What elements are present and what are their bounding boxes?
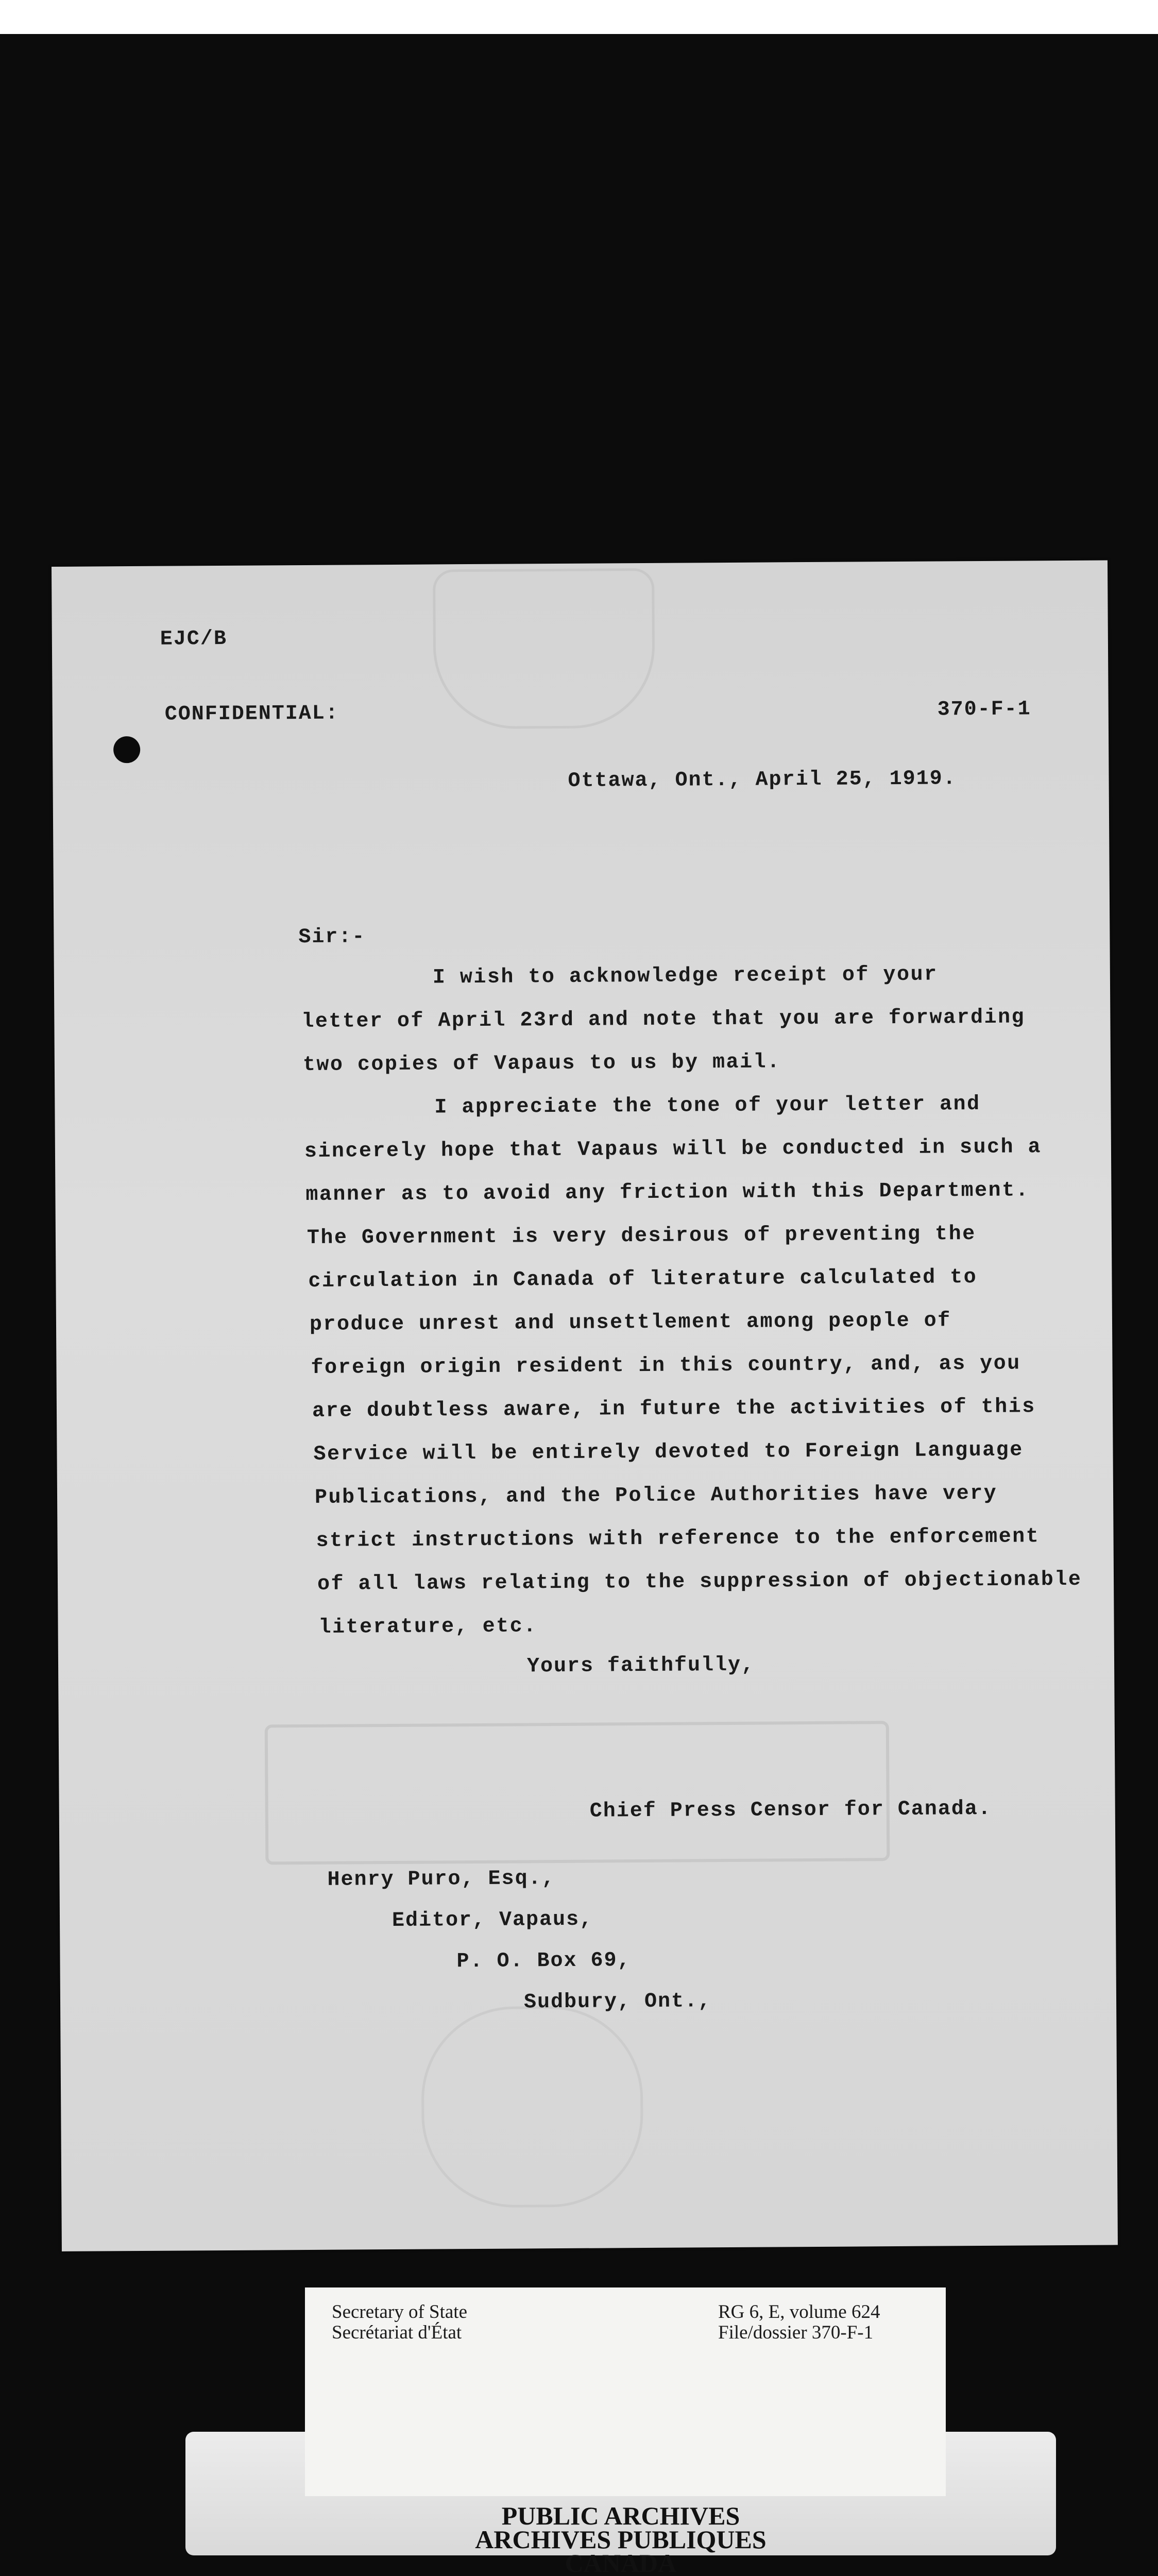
- watermark-stamp: [265, 1721, 890, 1865]
- body-line: I wish to acknowledge receipt of your: [432, 963, 938, 990]
- archive-banner-line: PUBLIC ARCHIVES: [501, 2501, 740, 2530]
- body-line: The Government is very desirous of preventing the: [306, 1223, 976, 1250]
- address-line: Henry Puro, Esq.,: [327, 1867, 555, 1892]
- body-line: two copies of Vapaus to us by mail.: [302, 1050, 781, 1077]
- body-line: literature, etc.: [318, 1615, 537, 1639]
- watermark-crest: [433, 568, 655, 730]
- archive-banner-line: ARCHIVES PUBLIQUES: [475, 2525, 767, 2554]
- salutation: Sir:-: [298, 925, 366, 950]
- archive-label-card: [305, 2287, 946, 2496]
- closing: Yours faithfully,: [526, 1653, 755, 1679]
- file-number: 370-F-1: [937, 698, 1031, 722]
- record-group: RG 6, E, volume 624: [718, 2301, 880, 2323]
- department-fr: Secrétariat d'État: [332, 2322, 462, 2343]
- archive-banner-line: CANADA: [565, 2549, 677, 2576]
- body-line: manner as to avoid any friction with this Department.: [305, 1179, 1030, 1207]
- signatory-title: Chief Press Censor for Canada.: [589, 1797, 992, 1823]
- classification: CONFIDENTIAL:: [164, 702, 339, 726]
- body-line: I appreciate the tone of your letter and: [434, 1093, 981, 1120]
- body-line: produce unrest and unsettlement among people of: [309, 1309, 951, 1336]
- body-line: are doubtless aware, in future the activities of this: [312, 1395, 1036, 1423]
- place-date: Ottawa, Ont., April 25, 1919.: [568, 767, 957, 793]
- body-line: circulation in Canada of literature calculated to: [308, 1266, 978, 1293]
- body-line: Publications, and the Police Authorities have very: [314, 1482, 998, 1510]
- address-line: P. O. Box 69,: [456, 1949, 631, 1974]
- punch-hole: [113, 736, 140, 763]
- body-line: of all laws relating to the suppression of objectionable: [317, 1568, 1082, 1596]
- body-line: foreign origin resident in this country, and, as you: [311, 1352, 1021, 1380]
- body-line: Service will be entirely devoted to Foreign Language: [313, 1438, 1024, 1466]
- file-reference: File/dossier 370-F-1: [718, 2322, 874, 2343]
- body-line: letter of April 23rd and note that you are forwarding: [301, 1006, 1026, 1034]
- letter-page: [52, 560, 1118, 2251]
- address-line: Editor, Vapaus,: [391, 1908, 593, 1933]
- body-line: strict instructions with reference to the enforcement: [316, 1525, 1040, 1553]
- reference-initials: EJC/B: [160, 627, 228, 651]
- address-line: Sudbury, Ont.,: [523, 1990, 712, 2014]
- watermark-seal: [421, 2006, 643, 2208]
- body-line: sincerely hope that Vapaus will be conducted in such a: [304, 1136, 1042, 1164]
- department-en: Secretary of State: [332, 2301, 467, 2323]
